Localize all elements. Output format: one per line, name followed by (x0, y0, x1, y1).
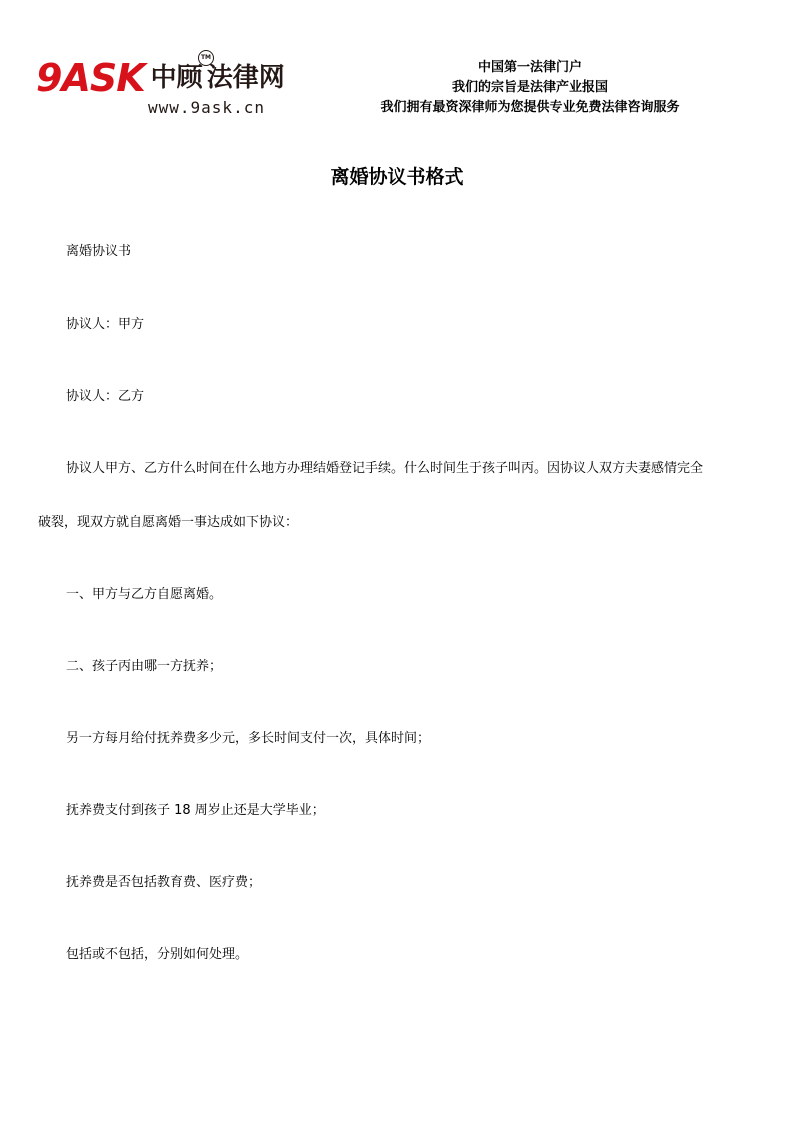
logo-wordmark (36, 58, 285, 98)
trademark-icon: TM (198, 50, 214, 66)
site-logo[interactable] (36, 50, 306, 122)
logo-name-part2: 法律网 (206, 63, 285, 93)
logo-url: www.9ask.cn (148, 98, 265, 117)
paragraph-support-payment: 另一方每月给付抚养费多少元，多长时间支付一次，具体时间； (66, 731, 431, 746)
paragraph-support-handling: 包括或不包括，分别如何处理。 (66, 947, 249, 962)
paragraph-clause-1: 一、甲方与乙方自愿离婚。 (66, 587, 223, 602)
page-header (0, 0, 794, 130)
slogan-line-3: 我们拥有最资深律师为您提供专业免费法律咨询服务 (380, 100, 680, 115)
slogan-line-1: 中国第一法律门户 (477, 60, 582, 75)
paragraph-background-line-1: 协议人甲方、乙方什么时间在什么地方办理结婚登记手续。什么时间生于孩子叫丙。因协议人双方夫妻感情完全 (66, 461, 704, 476)
logo-brand-text: 9ASK (36, 56, 145, 100)
paragraph-support-duration: 抚养费支付到孩子 18 周岁止还是大学毕业； (66, 803, 325, 818)
header-slogans (330, 58, 730, 118)
document-title: 离婚协议书格式 (330, 166, 464, 188)
paragraph-party-b: 协议人：乙方 (66, 389, 145, 404)
paragraph-clause-2: 二、孩子丙由哪一方抚养； (66, 659, 223, 674)
paragraph-heading: 离婚协议书 (66, 244, 132, 259)
paragraph-party-a: 协议人：甲方 (66, 317, 145, 332)
slogan-line-2: 我们的宗旨是法律产业报国 (451, 80, 608, 95)
paragraph-background-line-2: 破裂，现双方就自愿离婚一事达成如下协议： (38, 515, 299, 530)
logo-name-part1: 中顾 (150, 63, 203, 93)
paragraph-support-scope: 抚养费是否包括教育费、医疗费； (66, 875, 262, 890)
